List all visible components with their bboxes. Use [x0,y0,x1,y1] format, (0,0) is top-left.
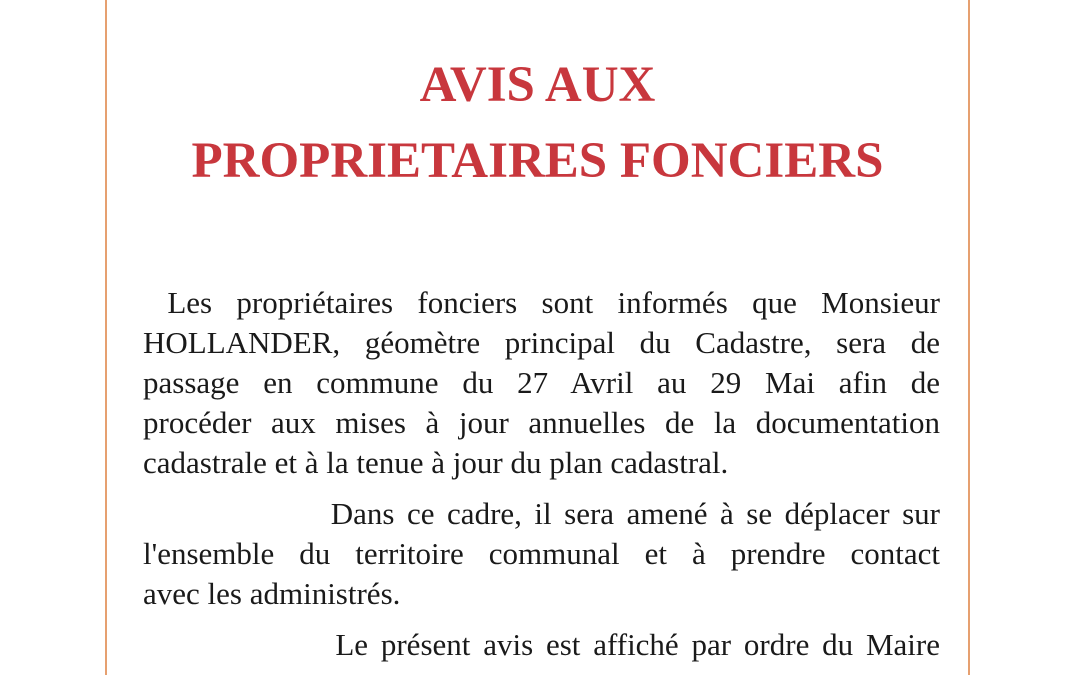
paragraph-2-line-3: avec les administrés. [143,576,401,611]
notice-title-line-2: PROPRIETAIRES FONCIERS [191,133,884,189]
paragraph-2-line-1: Dans ce cadre, il sera amené à se déplacer sur [143,496,940,531]
paragraph-1-line-1: Les propriétaires fonciers sont informés que Monsieur [143,285,940,320]
notice-title-line-1: AVIS AUX [419,57,656,113]
paragraph-1-line-5: cadastrale et à la tenue à jour du plan cadastral. [143,445,729,480]
paragraph-2-line-2: l'ensemble du territoire communal et à prendre contact [143,536,940,571]
paragraph-3-line-1: Le présent avis est affiché par ordre du Maire [143,627,940,662]
page-border-right [968,0,970,675]
paragraph-1-line-2: HOLLANDER, géomètre principal du Cadastre, sera de [143,325,940,360]
paragraph-1-line-4: procéder aux mises à jour annuelles de la documentation [143,405,940,440]
paragraph-1-line-3: passage en commune du 27 Avril au 29 Mai afin de [143,365,940,400]
